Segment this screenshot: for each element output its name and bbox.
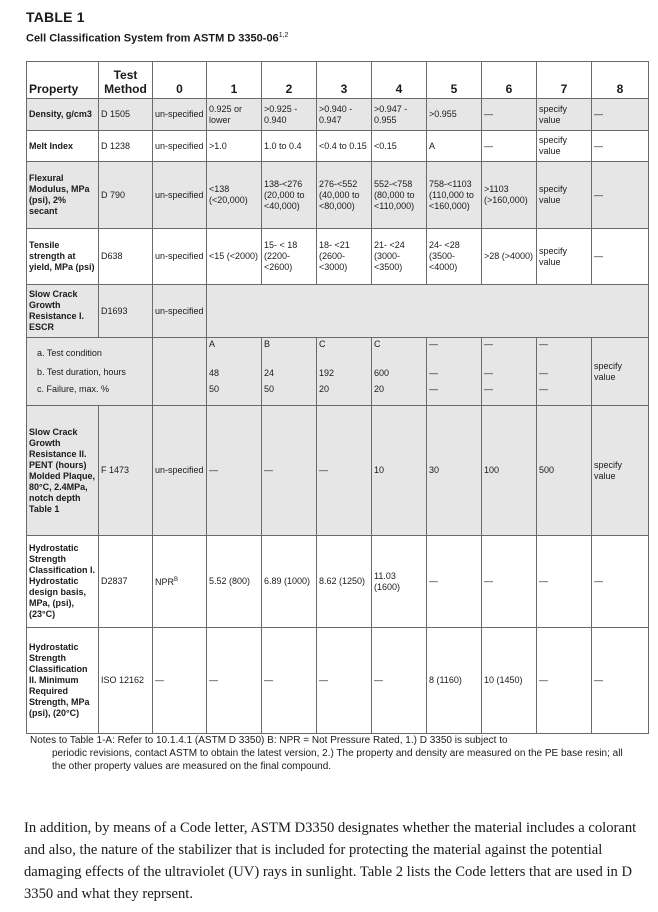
property-cell: Slow Crack Growth Resistance I. ESCR xyxy=(27,285,99,338)
escr-label-failure-max: c. Failure, max. % xyxy=(37,384,110,394)
escr-failure: 20 xyxy=(374,384,385,394)
escr-duration: 192 xyxy=(319,368,335,378)
header-col-8: 8 xyxy=(592,62,649,99)
property-cell: Melt Index xyxy=(27,131,99,162)
property-cell: Slow Crack Growth Resistance II. PENT (hours) Molded Plaque, 80°C, 2.4MPa, notch depth Table 1 xyxy=(27,406,99,536)
escr-condition: B xyxy=(264,339,271,349)
escr-condition: — xyxy=(429,339,438,349)
value-cell: 21- <24 (3000-<3500) xyxy=(372,229,427,285)
value-cell: — xyxy=(592,628,649,734)
npr-text: NPR xyxy=(155,577,175,587)
value-cell: 10 (1450) xyxy=(482,628,537,734)
escr-duration: 24 xyxy=(264,368,275,378)
header-col-2: 2 xyxy=(262,62,317,99)
escr-duration: — xyxy=(429,368,438,378)
value-cell: — xyxy=(482,99,537,131)
table-row-escr xyxy=(27,285,649,338)
value-cell: 24- <28 (3500-<4000) xyxy=(427,229,482,285)
method-cell: F 1473 xyxy=(99,406,153,536)
table-row-melt-index xyxy=(27,131,649,162)
header-col-1: 1 xyxy=(207,62,262,99)
table-row-escr-conditions xyxy=(27,338,649,406)
value-cell: — xyxy=(592,536,649,628)
value-cell: <0.4 to 0.15 xyxy=(317,131,372,162)
value-cell: un-specified xyxy=(153,285,207,338)
value-cell: — xyxy=(592,162,649,229)
property-cell: Hydrostatic Strength Classification II. Minimum Required Strength, MPa (psi), (20°C) xyxy=(27,628,99,734)
table-caption-text: Cell Classification System from ASTM D 3350-06 xyxy=(26,32,279,45)
value-cell xyxy=(153,536,207,628)
value-cell: A xyxy=(427,131,482,162)
escr-duration: 600 xyxy=(374,368,390,378)
table-caption xyxy=(26,32,288,45)
header-col-7: 7 xyxy=(537,62,592,99)
table-row-flexural-modulus xyxy=(27,162,649,229)
escr-col-3 xyxy=(317,338,372,406)
value-cell: 276-<552 (40,000 to <80,000) xyxy=(317,162,372,229)
value-cell: >1103 (>160,000) xyxy=(482,162,537,229)
method-cell: D 1505 xyxy=(99,99,153,131)
escr-condition: C xyxy=(374,339,381,349)
property-cell: Tensile strength at yield, MPa (psi) xyxy=(27,229,99,285)
value-cell: 500 xyxy=(537,406,592,536)
header-row xyxy=(27,62,649,99)
escr-col-1 xyxy=(207,338,262,406)
value-cell: specify value xyxy=(592,406,649,536)
value-cell: — xyxy=(537,628,592,734)
value-cell: >28 (>4000) xyxy=(482,229,537,285)
value-cell: 8 (1160) xyxy=(427,628,482,734)
value-cell: specify value xyxy=(537,131,592,162)
value-cell: 30 xyxy=(427,406,482,536)
value-cell: — xyxy=(262,406,317,536)
escr-sub-labels xyxy=(27,338,153,406)
header-col-3: 3 xyxy=(317,62,372,99)
value-cell: — xyxy=(207,628,262,734)
value-cell: 10 xyxy=(372,406,427,536)
value-cell: 11.03 (1600) xyxy=(372,536,427,628)
notes-continuation: periodic revisions, contact ASTM to obtain the latest version, 2.) The property and density are measured on the PE base resin; all the other property values are measured on the final compound. xyxy=(52,748,623,772)
escr-label-test-duration: b. Test duration, hours xyxy=(37,367,126,377)
escr-label-test-condition: a. Test condition xyxy=(37,348,102,358)
escr-empty-span xyxy=(207,285,649,338)
escr-condition: A xyxy=(209,339,216,349)
method-cell: ISO 12162 xyxy=(99,628,153,734)
escr-failure: — xyxy=(539,384,548,394)
value-cell: un-specified xyxy=(153,131,207,162)
escr-failure: 20 xyxy=(319,384,330,394)
table-row-density xyxy=(27,99,649,131)
value-cell: specify value xyxy=(537,162,592,229)
escr-duration: — xyxy=(539,368,548,378)
value-cell: — xyxy=(592,99,649,131)
value-cell: >0.925 - 0.940 xyxy=(262,99,317,131)
escr-condition: — xyxy=(484,339,493,349)
value-cell: 5.52 (800) xyxy=(207,536,262,628)
method-cell: D 790 xyxy=(99,162,153,229)
npr-superscript: B xyxy=(174,577,179,583)
notes-first-line: Notes to Table 1-A: Refer to 10.1.4.1 (ASTM D 3350) B: NPR = Not Pressure Rated, 1.) D 3350 is subject to xyxy=(30,735,508,746)
value-cell: un-specified xyxy=(153,229,207,285)
value-cell: specify value xyxy=(537,99,592,131)
value-cell: 15- < 18 (2200-<2600) xyxy=(262,229,317,285)
header-col-4: 4 xyxy=(372,62,427,99)
value-cell: <15 (<2000) xyxy=(207,229,262,285)
value-cell: <138 (<20,000) xyxy=(207,162,262,229)
value-cell: 6.89 (1000) xyxy=(262,536,317,628)
escr-col-4 xyxy=(372,338,427,406)
value-cell: — xyxy=(153,628,207,734)
value-cell: — xyxy=(427,536,482,628)
value-cell: — xyxy=(317,406,372,536)
value-cell: un-specified xyxy=(153,162,207,229)
header-col-5: 5 xyxy=(427,62,482,99)
table-row-hydrostatic-design-basis xyxy=(27,536,649,628)
method-cell: D 1238 xyxy=(99,131,153,162)
value-cell: >0.955 xyxy=(427,99,482,131)
escr-col-5 xyxy=(427,338,482,406)
property-cell: Hydrostatic Strength Classification I. Hydrostatic design basis, MPa, (psi), (23°C) xyxy=(27,536,99,628)
value-cell: — xyxy=(537,536,592,628)
value-cell: un-specified xyxy=(153,99,207,131)
escr-col-2 xyxy=(262,338,317,406)
escr-col-6 xyxy=(482,338,537,406)
escr-condition: C xyxy=(319,339,326,349)
header-col-0: 0 xyxy=(153,62,207,99)
header-property: Property xyxy=(27,62,99,99)
value-cell: — xyxy=(482,131,537,162)
escr-duration: 48 xyxy=(209,368,220,378)
header-col-6: 6 xyxy=(482,62,537,99)
value-cell: >1.0 xyxy=(207,131,262,162)
value-cell: <0.15 xyxy=(372,131,427,162)
method-cell: D2837 xyxy=(99,536,153,628)
method-cell: D638 xyxy=(99,229,153,285)
property-cell: Density, g/cm3 xyxy=(27,99,99,131)
value-cell: 8.62 (1250) xyxy=(317,536,372,628)
table-row-minimum-required-strength xyxy=(27,628,649,734)
value-cell: — xyxy=(592,131,649,162)
escr-condition: — xyxy=(539,339,548,349)
value-cell: >0.940 - 0.947 xyxy=(317,99,372,131)
cell-classification-table xyxy=(26,61,649,734)
escr-failure: — xyxy=(429,384,438,394)
table-row-tensile-strength xyxy=(27,229,649,285)
escr-failure: 50 xyxy=(209,384,220,394)
table-row-pent xyxy=(27,406,649,536)
value-cell: — xyxy=(372,628,427,734)
property-cell: Flexural Modulus, MPa (psi), 2% secant xyxy=(27,162,99,229)
value-cell: 100 xyxy=(482,406,537,536)
table-caption-superscript: 1,2 xyxy=(278,32,289,39)
body-paragraph: In addition, by means of a Code letter, ASTM D3350 designates whether the material includes a colorant and also, the nature of the stabilizer that is included for protecting the material against the potential damaging effects of the ultraviolet (UV) rays in sunlight. Table 2 lists the Code letters that are used in D 3350 and what they reprsent. xyxy=(24,820,637,902)
escr-col-8: specify value xyxy=(592,338,649,406)
escr-empty-col-0 xyxy=(153,338,207,406)
escr-failure: 50 xyxy=(264,384,275,394)
header-test-method: Test Method xyxy=(99,62,153,99)
method-cell: D1693 xyxy=(99,285,153,338)
table-notes xyxy=(30,734,630,773)
value-cell: — xyxy=(482,536,537,628)
value-cell: 552-<758 (80,000 to <110,000) xyxy=(372,162,427,229)
escr-duration: — xyxy=(484,368,493,378)
value-cell: — xyxy=(317,628,372,734)
value-cell: 758-<1103 (110,000 to <160,000) xyxy=(427,162,482,229)
table-label: TABLE 1 xyxy=(26,9,85,25)
value-cell: — xyxy=(592,229,649,285)
value-cell: un-specified xyxy=(153,406,207,536)
value-cell: — xyxy=(207,406,262,536)
value-cell: 1.0 to 0.4 xyxy=(262,131,317,162)
value-cell: 0.925 or lower xyxy=(207,99,262,131)
value-cell: >0.947 - 0.955 xyxy=(372,99,427,131)
escr-failure: — xyxy=(484,384,493,394)
value-cell: 18- <21 (2600-<3000) xyxy=(317,229,372,285)
value-cell: — xyxy=(262,628,317,734)
escr-col-7 xyxy=(537,338,592,406)
value-cell: 138-<276 (20,000 to <40,000) xyxy=(262,162,317,229)
value-cell: specify value xyxy=(537,229,592,285)
